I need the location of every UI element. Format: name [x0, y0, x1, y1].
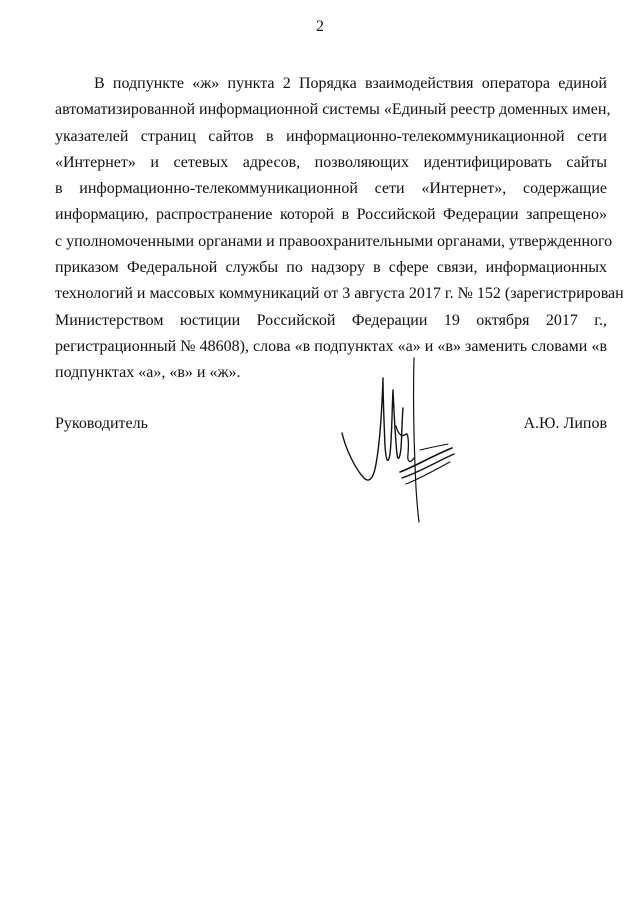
page-number: 2	[316, 18, 324, 35]
paragraph-line: информацию, распространение которой в Российской Федерации запрещено»	[55, 206, 607, 224]
paragraph-line: регистрационный № 48608), слова «в подпунктах «а» и «в» заменить словами «в	[55, 337, 607, 355]
signatory-name: А.Ю. Липов	[523, 415, 607, 432]
paragraph-line: В подпункте «ж» пункта 2 Порядка взаимодействия оператора единой	[94, 75, 607, 92]
signatory-title: Руководитель	[55, 415, 148, 432]
paragraph-line: подпунктах «а», «в» и «ж».	[55, 364, 241, 382]
handwritten-signature-icon	[328, 338, 468, 528]
paragraph-line: в информационно-телекоммуникационной сети «Интернет», содержащие	[55, 180, 607, 198]
paragraph-line: «Интернет» и сетевых адресов, позволяющих идентифицировать сайты	[55, 153, 607, 171]
paragraph-line: технологий и массовых коммуникаций от 3 августа 2017 г. № 152 (зарегистрирован	[55, 285, 624, 303]
paragraph-line: приказом Федеральной службы по надзору в сфере связи, информационных	[55, 259, 607, 277]
paragraph-line: Министерством юстиции Российской Федерации 19 октября 2017 г.,	[55, 311, 607, 329]
paragraph-line: указателей страниц сайтов в информационно-телекоммуникационной сети	[55, 127, 607, 145]
paragraph-line: автоматизированной информационной системы «Единый реестр доменных имен,	[55, 101, 611, 119]
paragraph-line: с уполномоченными органами и правоохранительными органами, утвержденного	[55, 232, 613, 250]
